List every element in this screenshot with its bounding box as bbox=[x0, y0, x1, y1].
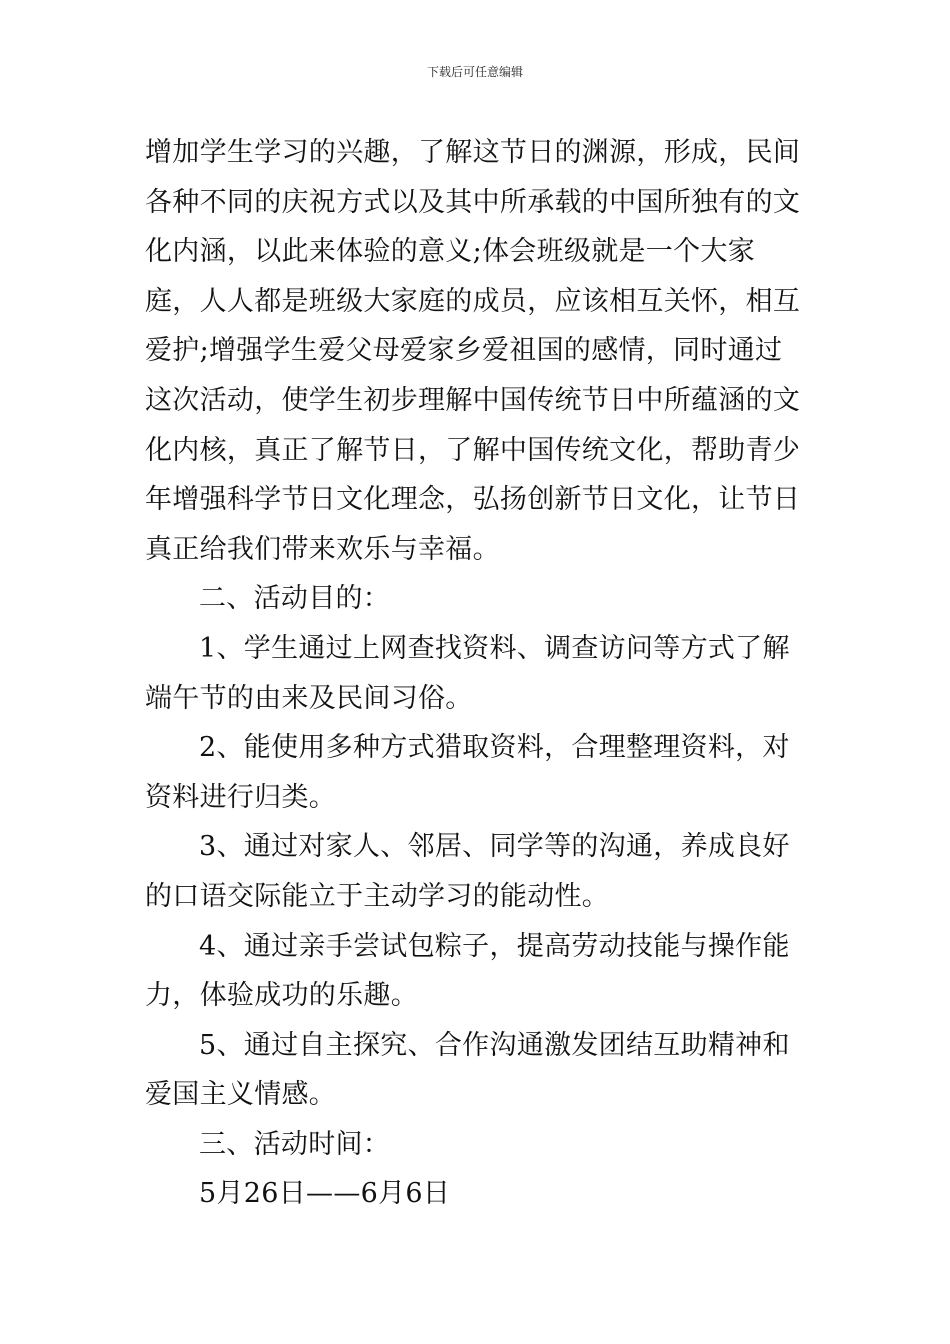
objective-item-4: 4、通过亲手尝试包粽子，提高劳动技能与操作能力，体验成功的乐趣。 bbox=[145, 930, 790, 1012]
objective-item-5: 5、通过自主探究、合作沟通激发团结互助精神和爱国主义情感。 bbox=[145, 1029, 790, 1111]
activity-date-range: 5月26日——6月6日 bbox=[199, 1178, 451, 1210]
page-header-note: 下载后可任意编辑 bbox=[426, 65, 523, 79]
paragraph-intro: 增加学生学习的兴趣，了解这节日的渊源，形成，民间各种不同的庆祝方式以及其中所承载的中国所独有的文化内涵，以此来体验的意义;体会班级就是一个大家庭，人人都是班级大家庭的成员，应该相互关怀，相互爱护;增强学生爱父母爱家乡爱祖国的感情，同时通过这次活动，使学生初步理解中国传统节日中所蕴涵的文化内核，真正了解节日，了解中国传统文化，帮助青少年增强科学节日文化理念，弘扬创新节日文化，让节日真正给我们带来欢乐与幸福。 bbox=[145, 137, 801, 565]
section-heading-objectives: 二、活动目的： bbox=[199, 583, 391, 615]
objective-item-1: 1、学生通过上网查找资料、调查访问等方式了解端午节的由来及民间习俗。 bbox=[145, 632, 790, 714]
section-heading-time: 三、活动时间： bbox=[199, 1128, 391, 1160]
objective-item-2: 2、能使用多种方式猎取资料，合理整理资料，对资料进行归类。 bbox=[145, 732, 790, 813]
document-body bbox=[145, 128, 807, 1219]
objective-item-3: 3、通过对家人、邻居、同学等的沟通，养成良好的口语交际能立于主动学习的能动性。 bbox=[145, 831, 790, 912]
